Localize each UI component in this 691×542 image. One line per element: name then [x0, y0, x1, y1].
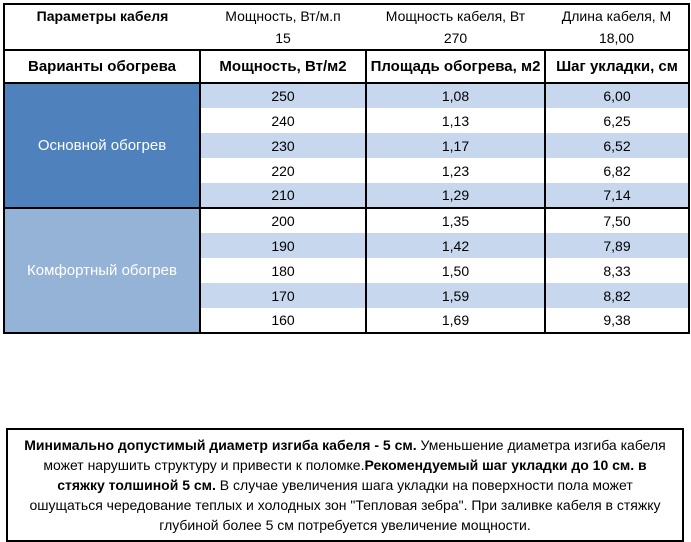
note-segment: Минимально допустимый диаметр изгиба кабеля - 5 см. [24, 437, 417, 453]
power-cell: 240 [200, 108, 366, 133]
step-cell: 7,89 [545, 233, 689, 258]
area-cell: 1,13 [366, 108, 545, 133]
step-cell: 6,52 [545, 133, 689, 158]
note-segment: В случае увеличения шага укладки на поверхности пола может ошущаться чередование теплых и холодных зон "Тепловая зебра". При заливке кабеля в стяжку глубиной более 5 см потребуется увеличение мощности. [29, 477, 661, 533]
params-title: Параметры кабеля [36, 8, 169, 24]
param-value-cable-length: 18,00 [598, 30, 635, 46]
power-cell: 170 [200, 283, 366, 308]
group-label-comfort-heating: Комфортный обогрев [4, 208, 200, 333]
group-label-main-heating: Основной обогрев [4, 83, 200, 208]
heating-cable-table [3, 3, 690, 334]
header-step: Шаг укладки, см [545, 50, 689, 83]
step-cell: 8,82 [545, 283, 689, 308]
empty-cell [4, 27, 200, 50]
area-cell: 1,23 [366, 158, 545, 183]
param-value-power-per-m: 15 [275, 30, 291, 46]
header-row [4, 50, 689, 83]
header-heating-variants: Варианты обогрева [4, 50, 200, 83]
note-segment: Уменьшение диаметра изгиба кабеля может нарушить структуру и привести к поломке. [43, 437, 666, 473]
param-label-power-per-m: Мощность, Вт/м.п [225, 8, 341, 24]
area-cell: 1,50 [366, 258, 545, 283]
table-row [4, 208, 689, 233]
power-cell: 200 [200, 208, 366, 233]
area-cell: 1,08 [366, 83, 545, 108]
header-power: Мощность, Вт/м2 [200, 50, 366, 83]
note-segment: Рекомендуемый шаг укладки до 10 см. в стяжку толшиной 5 см. [57, 457, 647, 493]
step-cell: 8,33 [545, 258, 689, 283]
power-cell: 220 [200, 158, 366, 183]
area-cell: 1,35 [366, 208, 545, 233]
step-cell: 6,00 [545, 83, 689, 108]
step-cell: 7,14 [545, 183, 689, 208]
param-label-cable-power: Мощность кабеля, Вт [385, 8, 526, 24]
step-cell: 7,50 [545, 208, 689, 233]
area-cell: 1,59 [366, 283, 545, 308]
step-cell: 6,82 [545, 158, 689, 183]
table-row [4, 83, 689, 108]
params-value-row [4, 27, 689, 50]
param-label-cable-length: Длина кабеля, М [561, 8, 672, 24]
area-cell: 1,69 [366, 308, 545, 333]
note-box [6, 428, 684, 542]
power-cell: 180 [200, 258, 366, 283]
power-cell: 210 [200, 183, 366, 208]
area-cell: 1,17 [366, 133, 545, 158]
power-cell: 250 [200, 83, 366, 108]
area-cell: 1,29 [366, 183, 545, 208]
step-cell: 6,25 [545, 108, 689, 133]
step-cell: 9,38 [545, 308, 689, 333]
power-cell: 230 [200, 133, 366, 158]
param-value-cable-power: 270 [443, 30, 468, 46]
params-label-row [4, 4, 689, 27]
area-cell: 1,42 [366, 233, 545, 258]
power-cell: 160 [200, 308, 366, 333]
header-area: Площадь обогрева, м2 [366, 50, 545, 83]
power-cell: 190 [200, 233, 366, 258]
